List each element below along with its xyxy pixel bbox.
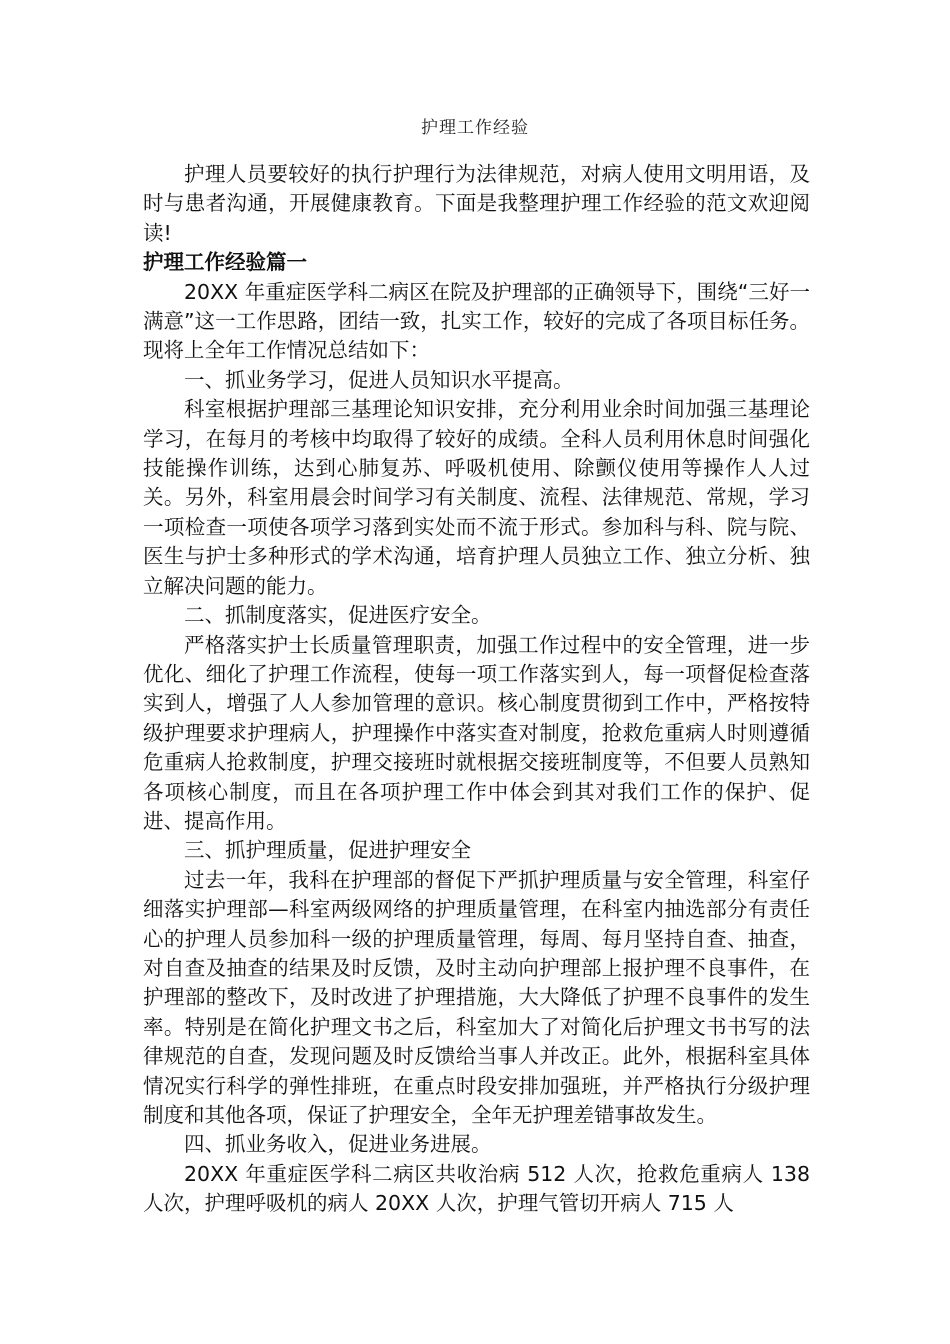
body-paragraph: 20XX 年重症医学科二病区共收治病 512 人次，抢救危重病人 138 人次，护理呼吸机的病人 20XX 人次，护理气管切开病人 715 人 [143, 1161, 810, 1216]
document-title: 护理工作经验 [421, 118, 529, 138]
subsection-heading: 三、抓护理质量，促进护理安全 [184, 838, 471, 863]
body-paragraph: 科室根据护理部三基理论知识安排，充分利用业余时间加强三基理论学习，在每月的考核中均取得了较好的成绩。全科人员利用休息时间强化技能操作训练，达到心肺复苏、呼吸机使用、除颤仪使用等操作人人过关。另外，科室用晨会时间学习有关制度、流程、法律规范、常规，学习一项检查一项使各项学习落到实处而不流于形式。参加科与科、院与院、医生与护士多种形式的学术沟通，培育护理人员独立工作、独立分析、独立解决问题的能力。 [143, 397, 810, 598]
subsection-heading: 一、抓业务学习，促进人员知识水平提高。 [184, 367, 574, 392]
body-paragraph: 严格落实护士长质量管理职责，加强工作过程中的安全管理，进一步优化、细化了护理工作流程，使每一项工作落实到人，每一项督促检查落实到人，增强了人人参加管理的意识。核心制度贯彻到工作中，严格按特级护理要求护理病人，护理操作中落实查对制度，抢救危重病人时则遵循危重病人抢救制度，护理交接班时就根据交接班制度等，不但要人员熟知各项核心制度，而且在各项护理工作中体会到其对我们工作的保护、促进、提高作用。 [143, 632, 810, 833]
body-paragraph: 20XX 年重症医学科二病区在院及护理部的正确领导下，围绕“三好一满意”这一工作思路，团结一致，扎实工作，较好的完成了各项目标任务。现将上全年工作情况总结如下： [143, 279, 810, 363]
body-paragraph: 过去一年，我科在护理部的督促下严抓护理质量与安全管理，科室仔细落实护理部—科室两级网络的护理质量管理，在科室内抽选部分有责任心的护理人员参加科一级的护理质量管理，每周、每月坚持自查、抽查，对自查及抽查的结果及时反馈，及时主动向护理部上报护理不良事件，在护理部的整改下，及时改进了护理措施，大大降低了护理不良事件的发生率。特别是在简化护理文书之后，科室加大了对简化后护理文书书写的法律规范的自查，发现问题及时反馈给当事人并改正。此外，根据科室具体情况实行科学的弹性排班，在重点时段安排加强班，并严格执行分级护理制度和其他各项，保证了护理安全，全年无护理差错事故发生。 [143, 867, 810, 1127]
intro-paragraph: 护理人员要较好的执行护理行为法律规范，对病人使用文明用语，及时与患者沟通，开展健康教育。下面是我整理护理工作经验的范文欢迎阅读! [143, 162, 810, 245]
section-heading: 护理工作经验篇一 [143, 250, 307, 275]
subsection-heading: 四、抓业务收入，促进业务进展。 [184, 1132, 492, 1157]
subsection-heading: 二、抓制度落实，促进医疗安全。 [184, 603, 492, 628]
document-body [143, 160, 810, 1219]
